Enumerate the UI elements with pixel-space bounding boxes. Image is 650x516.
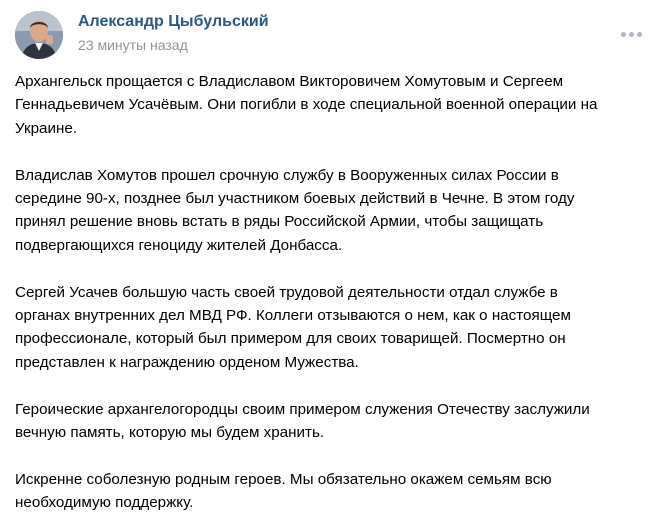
- post-paragraph: [15, 281, 645, 375]
- text-line: Украине.: [15, 119, 78, 137]
- text-line: середине 90-х, позднее был участником боевых действий в Чечне. В этом году: [15, 190, 575, 208]
- text-line: Владислав Хомутов прошел срочную службу в Вооруженных силах России в: [15, 166, 559, 184]
- text-line: Искренне соболезную родным героев. Мы обязательно окажем семьям всю: [15, 470, 552, 488]
- text-line: необходимую поддержку.: [15, 494, 194, 512]
- text-line: Сергей Усачев большую часть своей трудовой деятельности отдал службе в: [15, 283, 558, 301]
- more-dot: [629, 32, 634, 37]
- post-paragraph: [15, 70, 645, 140]
- post-paragraph: [15, 468, 645, 515]
- post-text: [15, 70, 645, 516]
- post-paragraph: [15, 164, 645, 258]
- ellipsis-icon[interactable]: [620, 26, 644, 42]
- author-name-link[interactable]: Александр Цыбульский: [78, 13, 269, 30]
- text-line: органах внутренних дел МВД РФ. Коллеги отзываются о нем, как о настоящем: [15, 307, 571, 325]
- text-line: подвергающихся геноциду жителей Донбасса.: [15, 236, 343, 254]
- more-dot: [637, 32, 642, 37]
- text-line: Геннадьевичем Усачёвым. Они погибли в ходе специальной военной операции на: [15, 96, 598, 114]
- post-timestamp[interactable]: 23 минуты назад: [78, 37, 188, 53]
- text-line: профессионале, который был примером для своих товарищей. Посмертно он: [15, 330, 566, 348]
- text-line: Героические архангелогородцы своим примером служения Отечеству заслужили: [15, 400, 590, 418]
- text-line: принял решение вновь встать в ряды Российской Армии, чтобы защищать: [15, 213, 544, 231]
- more-dot: [621, 32, 626, 37]
- text-line: Архангельск прощается с Владиславом Викторовичем Хомутовым и Сергеем: [15, 73, 564, 90]
- user-avatar-photo: [15, 11, 63, 59]
- text-line: представлен к награждению орденом Мужества.: [15, 353, 359, 371]
- author-avatar[interactable]: [15, 11, 63, 59]
- text-line: вечную память, которую мы будем хранить.: [15, 424, 325, 442]
- post-paragraph: [15, 398, 645, 445]
